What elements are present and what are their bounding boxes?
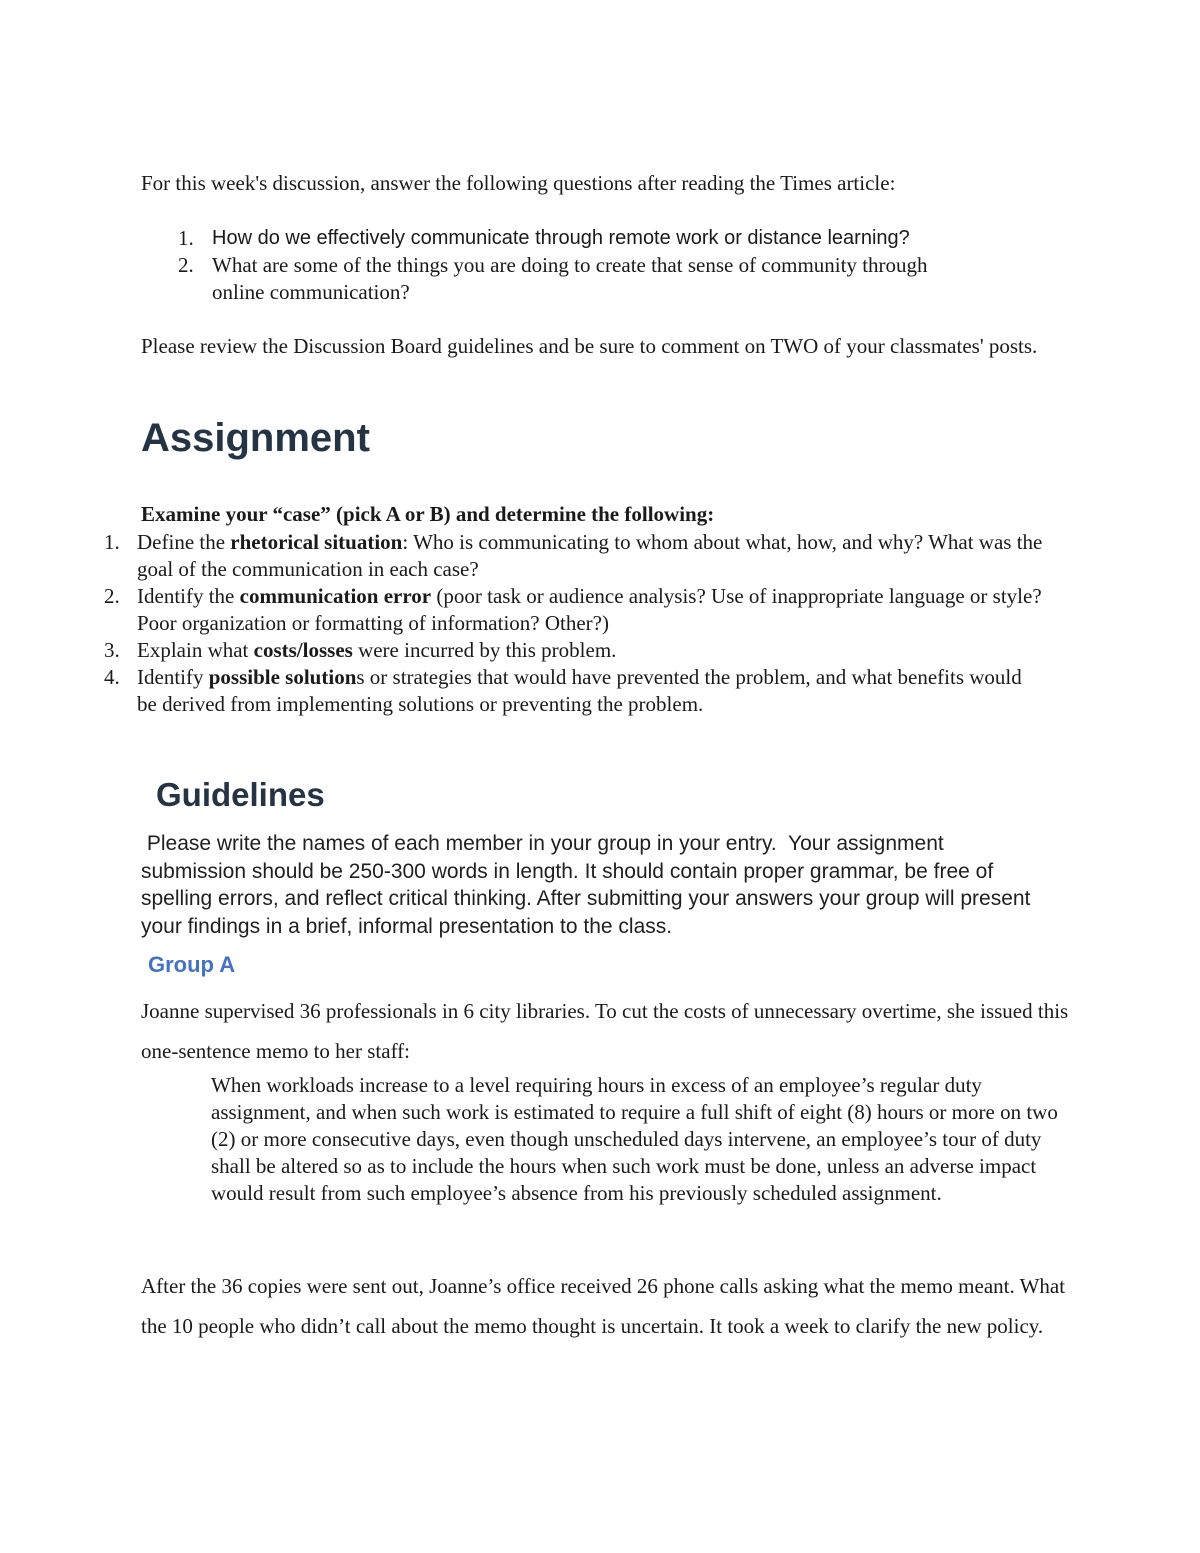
task-text: (poor task or audience analysis? Use of inappropriate language or style? Poor organization or formatting of information? Other?) [137,584,1042,635]
task-key-term: rhetorical situation [230,530,403,554]
task-text: s or strategies that would have prevented the problem, and what benefits would be derived from implementing solutions or preventing the problem. [137,665,1022,716]
task-key-term: communication error [239,584,432,608]
assignment-instruction: Examine your “case” (pick A or B) and determine the following: [141,502,715,526]
task-item [104,637,1044,664]
memo-quote: When workloads increase to a level requiring hours in excess of an employee’s regular duty assignment, and when such work is estimated to require a full shift of eight (8) hours or more on two (2) or more consecutive days, even though unscheduled days intervene, an employee’s tour of duty shall be altered so as to include the hours when such work must be done, unless an adverse impact would result from such employee’s absence from his previously scheduled assignment. [211,1073,1058,1205]
task-key-term: possible solution [208,665,357,689]
task-text: : Who is communicating to whom about what, how, and why? What was the goal of the communication in each case? [137,530,1043,581]
question-number: 1. [178,226,194,250]
task-text: Identify the [137,584,240,608]
task-text: were incurred by this problem. [352,638,617,662]
task-text: Define the [137,530,231,554]
task-number: 4. [104,665,120,689]
group-a-case-text: Joanne supervised 36 professionals in 6 city libraries. To cut the costs of unnecessary overtime, she issued this one-sentence memo to her staff: [141,999,1069,1063]
guidelines-heading: Guidelines [156,776,325,813]
assignment-heading: Assignment [141,416,370,460]
group-a-heading: Group A [148,952,236,977]
question-number: 2. [178,253,194,277]
assignment-tasks-list [104,529,1044,718]
task-item [104,529,1044,583]
group-a-outcome-text: After the 36 copies were sent out, Joanne’s office received 26 phone calls asking what the memo meant. What the 10 people who didn’t call about the memo thought is uncertain. It took a week to clarify the new policy. [141,1274,1066,1338]
task-key-term: costs/losses [253,638,353,662]
task-number: 1. [104,530,120,554]
question-item [172,252,1052,306]
guidelines-body: Please write the names of each member in your group in your entry. Your assignment submission should be 250-300 words in length. It should contain proper grammar, be free of spelling errors, and reflect critical thinking. After submitting your answers your group will present your findings in a brief, informal presentation to the class. [141,832,1037,938]
task-number: 3. [104,638,120,662]
task-number: 2. [104,584,120,608]
review-text: Please review the Discussion Board guidelines and be sure to comment on TWO of your classmates' posts. [141,334,1038,358]
question-item [172,225,1052,252]
question-text: How do we effectively communicate through remote work or distance learning? [212,227,910,249]
task-text: Identify [137,665,209,689]
discussion-questions-list [172,225,1052,306]
task-item [104,583,1044,637]
question-text-line-1: What are some of the things you are doing to create that sense of community through [212,253,928,277]
task-item [104,664,1044,718]
task-text: Explain what [137,638,254,662]
question-text-line-2: online communication? [212,280,410,304]
intro-text: For this week's discussion, answer the following questions after reading the Times article: [141,171,896,195]
